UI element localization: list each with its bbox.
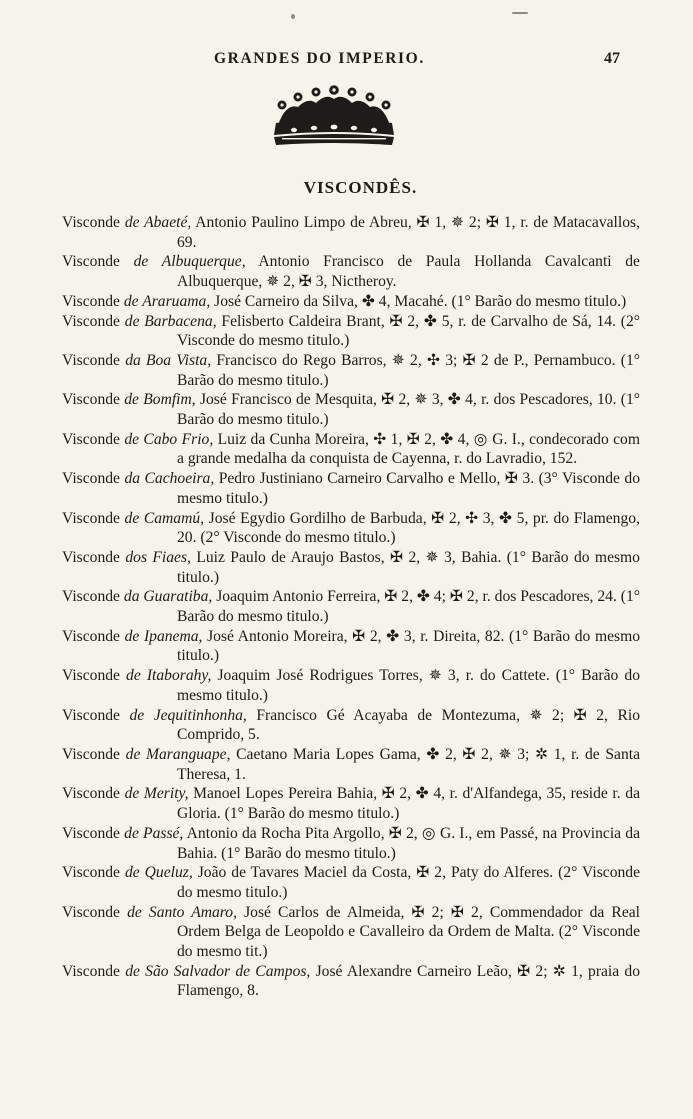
list-item [62, 627, 640, 666]
entry-title: de Queluz, [124, 864, 193, 882]
ink-speck [512, 12, 528, 14]
list-item [62, 292, 640, 312]
list-item [62, 784, 640, 823]
list-item [62, 312, 640, 351]
entry-details: Luiz da Cunha Moreira, ✣ 1, ✠ 2, ✤ 4, ◎ G. I., condecorado com a grande medalha da conquista de Cayenna, r. do Lavradio, 152. [177, 430, 640, 468]
entry-rank: Visconde [62, 351, 120, 369]
entry-rank: Visconde [62, 292, 120, 310]
entry-details: Antonio Francisco de Paula Hollanda Cavalcanti de Albuquerque, ✵ 2, ✠ 3, Nictheroy. [177, 253, 640, 291]
entry-rank: Visconde [62, 470, 120, 488]
list-item [62, 252, 640, 291]
running-title: GRANDES DO IMPERIO. [214, 50, 425, 67]
entry-rank: Visconde [62, 824, 120, 842]
entry-title: de Jequitinhonha, [129, 706, 247, 724]
entry-rank: Visconde [62, 253, 120, 271]
list-item [62, 824, 640, 863]
entry-details: Antonio Paulino Limpo de Abreu, ✠ 1, ✵ 2; ✠ 1, r. de Matacavallos, 69. [177, 214, 640, 251]
running-head [0, 50, 693, 72]
coronet-icon [268, 85, 400, 151]
entry-title: de Itaborahy, [126, 667, 212, 685]
entry-title: da Cachoeira, [124, 470, 215, 488]
entry-rank: Visconde [62, 667, 120, 685]
entry-rank: Visconde [62, 903, 120, 921]
entry-details: Antonio da Rocha Pita Argollo, ✠ 2, ◎ G. I., em Passé, na Provincia da Bahia. (1° Barão do mesmo titulo.) [177, 824, 640, 862]
ink-speck [291, 14, 295, 19]
list-item [62, 666, 640, 705]
entry-details: José Antonio Moreira, ✠ 2, ✤ 3, r. Direita, 82. (1° Barão do mesmo titulo.) [177, 627, 641, 665]
entry-title: da Boa Vista, [125, 351, 212, 369]
entry-details: Francisco do Rego Barros, ✵ 2, ✣ 3; ✠ 2 de P., Pernambuco. (1° Barão do mesmo titulo.) [177, 351, 641, 389]
entry-rank: Visconde [62, 745, 120, 763]
entry-rank: Visconde [62, 864, 120, 882]
entry-details: Pedro Justiniano Carneiro Carvalho e Mello, ✠ 3. (3° Visconde do mesmo titulo.) [177, 470, 640, 507]
list-item [62, 213, 640, 252]
entry-title: de Passé, [124, 824, 184, 842]
list-item [62, 509, 640, 548]
entry-details: Luiz Paulo de Araujo Bastos, ✠ 2, ✵ 3, Bahia. (1° Barão do mesmo titulo.) [177, 548, 640, 586]
entry-title: de Maranguape, [125, 745, 231, 763]
list-item [62, 962, 640, 1001]
list-item [62, 469, 640, 508]
entry-rank: Visconde [62, 785, 120, 803]
entry-title: de Ipanema, [124, 627, 203, 645]
list-item [62, 706, 640, 745]
page-number: 47 [604, 50, 620, 67]
list-item [62, 903, 640, 962]
entry-details: Caetano Maria Lopes Gama, ✤ 2, ✠ 2, ✵ 3; ✲ 1, r. de Santa Theresa, 1. [177, 745, 641, 783]
entry-rank: Visconde [62, 391, 120, 409]
section-heading: VISCONDÊS. [303, 178, 418, 197]
entry-details: João de Tavares Maciel da Costa, ✠ 2, Paty do Alferes. (2° Visconde do mesmo titulo.) [177, 864, 641, 901]
list-item [62, 351, 640, 390]
entry-rank: Visconde [62, 548, 120, 566]
list-item [62, 587, 640, 626]
entry-rank: Visconde [62, 430, 120, 448]
entry-title: dos Fiaes, [125, 548, 191, 566]
entry-details: José Francisco de Mesquita, ✠ 2, ✵ 3, ✤ 4, r. dos Pescadores, 10. (1° Barão do mesmo titulo.) [177, 391, 640, 429]
entry-details: Francisco Gé Acayaba de Montezuma, ✵ 2; ✠ 2, Rio Comprido, 5. [177, 706, 640, 744]
entry-details: Joaquim José Rodrigues Torres, ✵ 3, r. do Cattete. (1° Barão do mesmo titulo.) [177, 667, 641, 704]
entry-rank: Visconde [62, 214, 120, 231]
entry-rank: Visconde [62, 509, 120, 527]
entry-title: de Barbacena, [124, 312, 217, 330]
entry-rank: Visconde [62, 312, 120, 330]
list-item [62, 430, 640, 469]
entry-title: de Santo Amaro, [127, 903, 237, 921]
entry-title: da Guaratiba, [123, 588, 213, 606]
list-item [62, 745, 640, 784]
entry-title: de Araruama, [123, 292, 211, 310]
entry-rank: Visconde [62, 627, 120, 645]
entry-title: de São Salvador de Campos, [125, 962, 311, 980]
entry-title: de Cabo Frio, [124, 430, 214, 448]
entry-title: de Abaeté, [124, 214, 192, 231]
entry-title: de Albuquerque, [133, 253, 246, 271]
entry-details: José Carlos de Almeida, ✠ 2; ✠ 2, Commendador da Real Ordem Belga de Leopoldo e Cavalleiro da Ordem de Malta. (2° Visconde do mesmo tit.) [177, 903, 641, 961]
entry-list [62, 213, 640, 1001]
entry-title: de Merity, [124, 785, 189, 803]
entry-rank: Visconde [62, 588, 120, 606]
entry-rank: Visconde [62, 706, 120, 724]
entry-details: José Egydio Gordilho de Barbuda, ✠ 2, ✣ 3, ✤ 5, pr. do Flamengo, 20. (2° Visconde do mesmo titulo.) [177, 509, 640, 547]
list-item [62, 390, 640, 429]
entry-rank: Visconde [62, 962, 120, 980]
entry-title: de Camamú, [124, 509, 205, 527]
entry-details: José Carneiro da Silva, ✤ 4, Macahé. (1° Barão do mesmo titulo.) [214, 292, 627, 310]
entry-details: Joaquim Antonio Ferreira, ✠ 2, ✤ 4; ✠ 2, r. dos Pescadores, 24. (1° Barão do mesmo titulo.) [177, 588, 640, 626]
entry-title: de Bomfim, [124, 391, 196, 409]
list-item [62, 863, 640, 902]
entry-details: José Alexandre Carneiro Leão, ✠ 2; ✲ 1, praia do Flamengo, 8. [177, 962, 641, 1000]
entry-details: Manoel Lopes Pereira Bahia, ✠ 2, ✤ 4, r. d'Alfandega, 35, reside r. da Gloria. (1° Barão do mesmo titulo.) [177, 785, 640, 823]
entry-details: Felisberto Caldeira Brant, ✠ 2, ✤ 5, r. de Carvalho de Sá, 14. (2° Visconde do mesmo titulo.) [177, 312, 641, 350]
list-item [62, 548, 640, 587]
